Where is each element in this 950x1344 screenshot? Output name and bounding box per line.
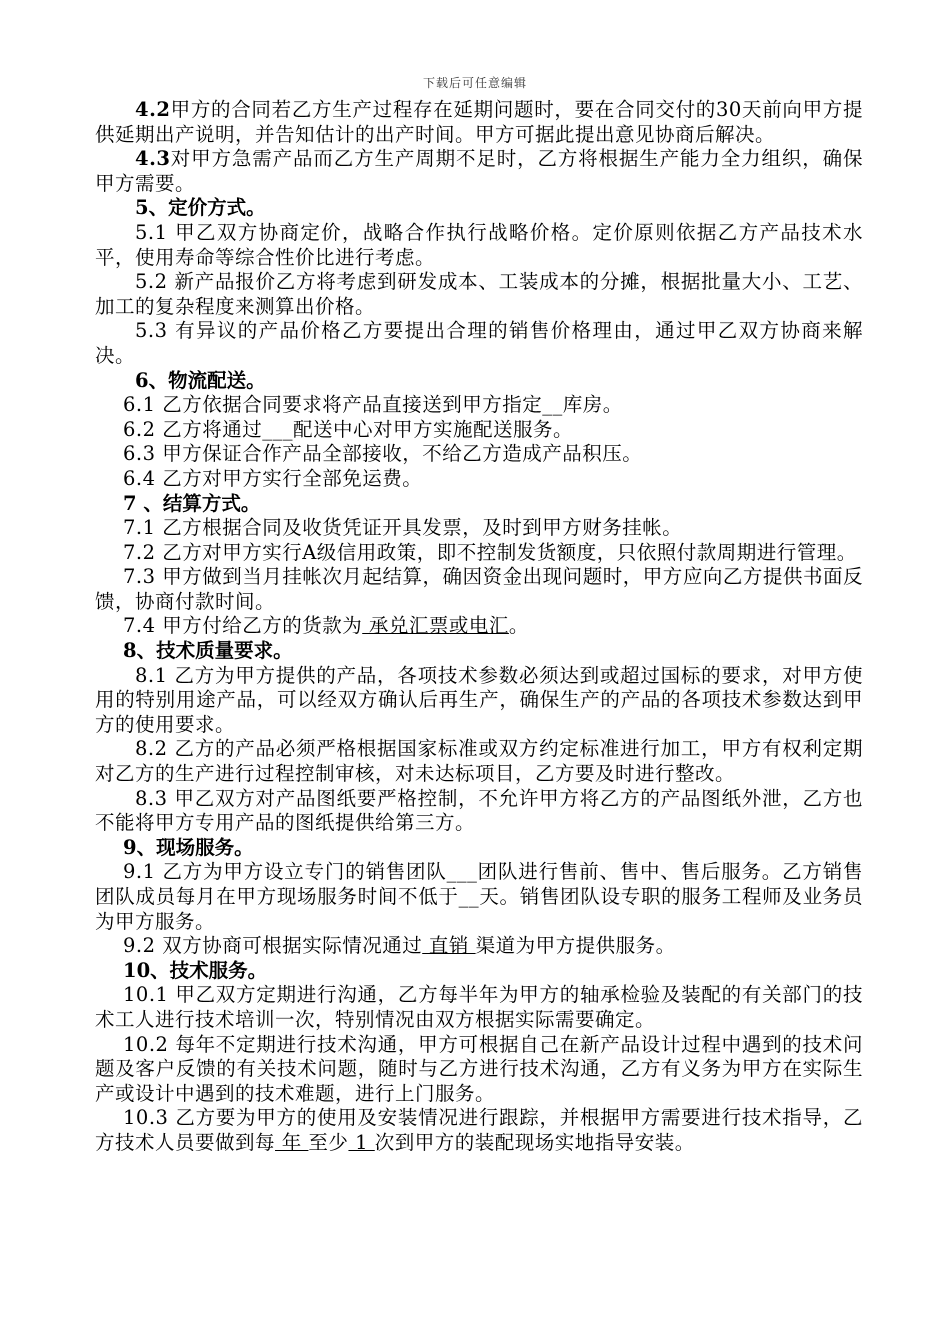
paragraph-8-2: 8.2 乙方的产品必须严格根据国家标准或双方约定标准进行加工，甲方有权利定期对乙方的生产进行过程控制审核，对未达标项目，乙方要及时进行整改。 — [95, 737, 863, 786]
text-run: 天。销售团队设专职的服务工程师及业务员为甲方服务。 — [95, 885, 863, 933]
section-heading-7: 7 、结算方式。 — [123, 491, 261, 515]
text-run: 团队进行售前、售中、售后服务。乙方销售团队成员每月在甲方现场服务时间不低于 — [95, 860, 863, 908]
paragraph-6-4: 6.4 乙方对甲方实行全部免运费。 — [123, 466, 423, 490]
filled-field: 年 — [275, 1130, 309, 1154]
document-body — [95, 98, 863, 1156]
filled-field: 1 — [348, 1130, 375, 1154]
text-run: 至少 — [308, 1130, 349, 1154]
paragraph-6-2 — [95, 418, 863, 443]
paragraph-5-1: 5.1 甲乙双方协商定价，战略合作执行战略价格。定价原则依据乙方产品技术水平，使用寿命等综合性价比进行考虑。 — [95, 220, 863, 269]
text-run: 配送中心对甲方实施配送服务。 — [292, 417, 573, 441]
blank-field: __ — [542, 393, 563, 417]
paragraph-8-1: 8.1 乙方为甲方提供的产品，各项技术参数必须达到或超过国标的要求，对甲方使用的特别用途产品，可以经双方确认后再生产，确保生产的产品的各项技术参数达到甲方的使用要求。 — [95, 663, 863, 736]
text-run: 6.2 乙方将通过 — [123, 417, 263, 441]
section-heading-9: 9、现场服务。 — [123, 835, 254, 859]
section-heading-8: 8、技术质量要求。 — [123, 639, 293, 663]
paragraph-7-2: 7.2 乙方对甲方实行A级信用政策，即不控制发货额度，只依照付款周期进行管理。 — [123, 540, 857, 564]
text-run: 库房。 — [562, 393, 623, 417]
paragraph-6-3: 6.3 甲方保证合作产品全部接收，不给乙方造成产品积压。 — [123, 442, 643, 466]
blank-field: ___ — [262, 417, 293, 441]
blank-field: __ — [458, 885, 480, 908]
page-header-note: 下载后可任意编辑 — [422, 76, 527, 90]
text-run: 7.4 甲方付给乙方的货款为 — [123, 614, 363, 638]
paragraph-8-3: 8.3 甲乙双方对产品图纸要严格控制，不允许甲方将乙方的产品图纸外泄，乙方也不能将甲方专用产品的图纸提供给第三方。 — [95, 786, 863, 835]
paragraph-10-3 — [95, 1106, 863, 1155]
paragraph-7-4 — [95, 614, 863, 639]
section-heading-5: 5、定价方式。 — [135, 196, 266, 220]
blank-field: ___ — [446, 860, 478, 884]
clause-text: 对甲方急需产品而乙方生产周期不足时，乙方将根据生产能力全力组织，确保甲方需要。 — [95, 147, 863, 195]
clause-text: 甲方的合同若乙方生产过程存在延期问题时，要在合同交付的30天前向甲方提供延期出产说明，并告知估计的出产时间。甲方可据此提出意见协商后解决。 — [95, 98, 863, 146]
filled-field: 承兑汇票或电汇 — [362, 614, 509, 638]
text-run: 6.1 乙方依据合同要求将产品直接送到甲方指定 — [123, 393, 543, 417]
paragraph-10-1: 10.1 甲乙双方定期进行沟通，乙方每半年为甲方的轴承检验及装配的有关部门的技术工人进行技术培训一次，特别情况由双方根据实际需要确定。 — [95, 983, 863, 1031]
text-run: 。 — [508, 614, 529, 638]
text-run: 9.2 双方协商可根据实际情况通过 — [123, 934, 423, 958]
paragraph-5-2: 5.2 新产品报价乙方将考虑到研发成本、工装成本的分摊，根据批量大小、工艺、加工的复杂程度来测算出价格。 — [95, 270, 863, 318]
text-run: 10.3 乙方要为甲方的使用及安装情况进行跟踪，并根据甲方需要进行技术指导，乙方技术人员要做到每 — [95, 1106, 863, 1154]
paragraph-7-1: 7.1 乙方根据合同及收货凭证开具发票，及时到甲方财务挂帐。 — [123, 516, 683, 540]
paragraph-5-3: 5.3 有异议的产品价格乙方要提出合理的销售价格理由，通过甲乙双方协商来解决。 — [95, 319, 863, 367]
text-run: 9.1 乙方为甲方设立专门的销售团队 — [123, 860, 447, 884]
paragraph-9-1 — [95, 860, 863, 934]
clause-number: 4.2 — [135, 98, 171, 121]
paragraph-6-1 — [95, 393, 863, 418]
paragraph-10-2: 10.2 每年不定期进行技术沟通，甲方可根据自己在新产品设计过程中遇到的技术问题及客户反馈的有关技术问题，随时与乙方进行技术沟通，乙方有义务为甲方在实际生产或设计中遇到的技术难题，进行上门服务。 — [95, 1032, 863, 1105]
section-heading-6: 6、物流配送。 — [135, 368, 266, 392]
paragraph-9-2 — [95, 934, 863, 959]
paragraph-4-3 — [95, 147, 863, 196]
paragraph-4-2 — [95, 98, 863, 147]
text-run: 渠道为甲方提供服务。 — [475, 934, 676, 958]
paragraph-7-3: 7.3 甲方做到当月挂帐次月起结算，确因资金出现问题时，甲方应向乙方提供书面反馈，协商付款时间。 — [95, 565, 863, 613]
clause-number: 4.3 — [135, 147, 171, 171]
text-run: 次到甲方的装配现场实地指导安装。 — [374, 1130, 695, 1154]
filled-field: 直销 — [422, 934, 476, 958]
section-heading-10: 10、技术服务。 — [123, 958, 268, 982]
